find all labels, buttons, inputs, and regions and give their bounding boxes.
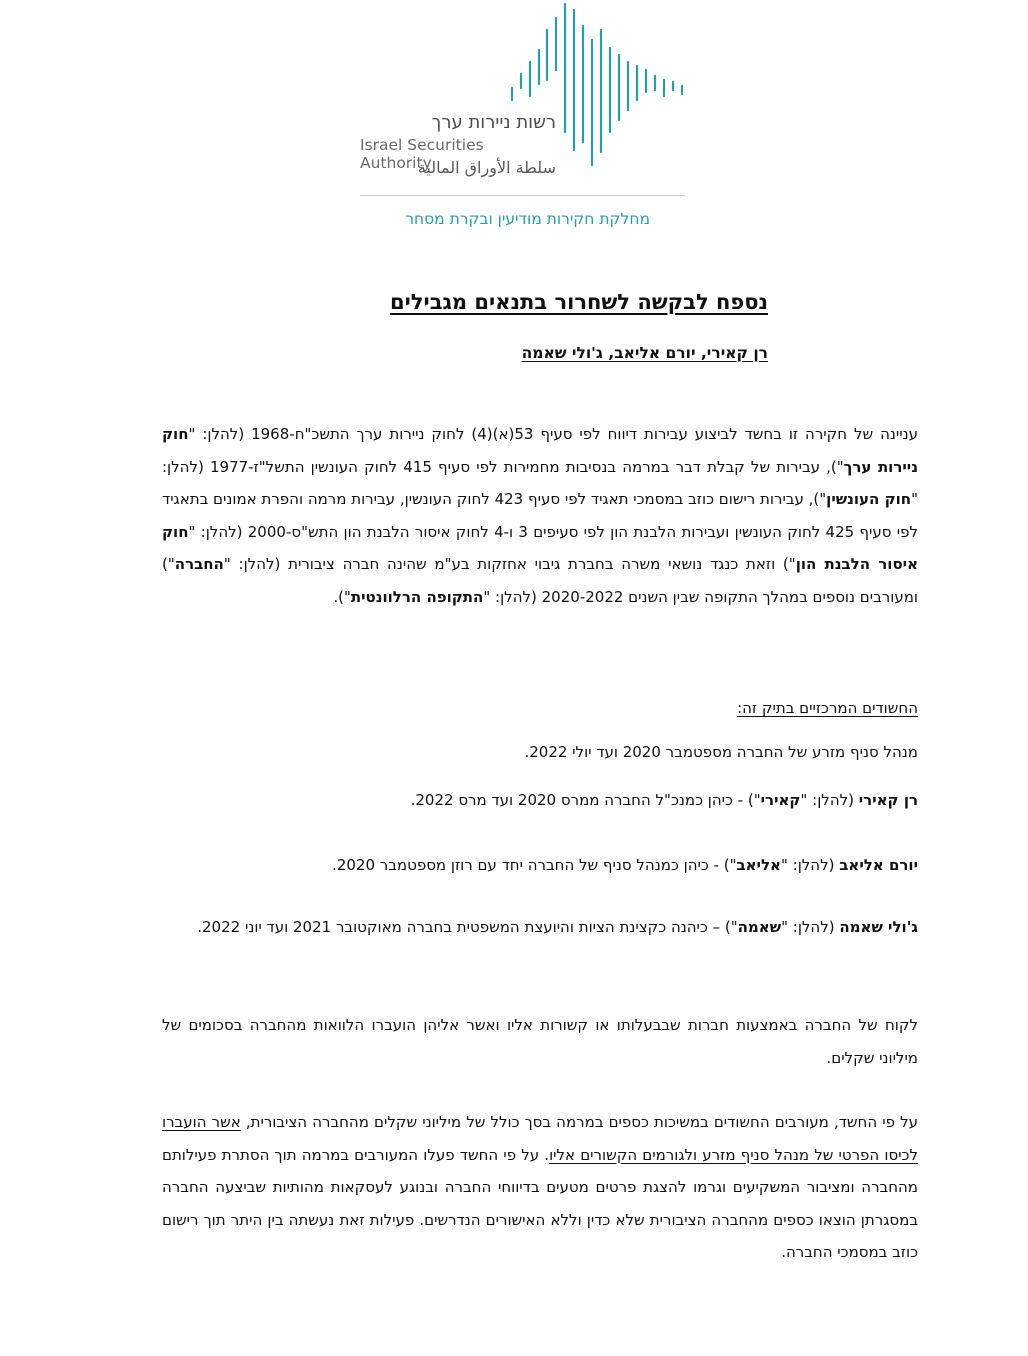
suspect-eliav: יורם אליאב (להלן: "אליאב") - כיהן כמנהל סניף של החברה יחד עם רוזן מספטמבר 2020.	[332, 856, 918, 874]
fraud-paragraph: על פי החשד, מעורבים החשודים במשיכות כספים במרמה בסך כולל של מיליוני שקלים מהחברה הציבורית, אשר הועברו לכיסו הפרטי של מנהל סניף מזרע ולגורמים הקשורים אליו. על פי החשד פעלו המעורבים במרמה תוך הסתרת פעילותם מהחברה ומציבור המשקיעים וגרמו להצגת פרטים מטעים בדיווחי החברה ובנוגע לעסקאות מהותיות שביצעה החברה במסגרתן הוצאו כספים מהחברה הציבורית שלא כדין וללא האישורים הנדרשים. פעילות זאת נעשתה בין היתר תוך רישום כוזב במסמכי החברה.	[162, 1113, 919, 1261]
department-name: מחלקת חקירות מודיעין ובקרת מסחר	[405, 210, 650, 228]
org-name-english: Israel Securities Authority	[360, 136, 484, 172]
document-subtitle: רן קאירי, יורם אליאב, ג'ולי שאמה	[521, 344, 768, 362]
suspect-shama: ג'ולי שאמה (להלן: "שאמה") – כיהנה כקצינת הציות והיועצת המשפטית בחברה מאוקטובר 2021 ועד יוני 2022.	[197, 918, 918, 936]
intro-paragraph: עניינה של חקירה זו בחשד לביצוע עבירות דיווח לפי סעיף 53(א)(4) לחוק ניירות ערך התשכ"ח-1968 (להלן: "חוק ניירות ערך"), עבירות של קבלת דבר במרמה בנסיבות מחמירות לפי סעיף 415 לחוק העונשין התשל"ז-1977 (להלן: "חוק העונשין"), עבירות רישום כוזב במסמכי תאגיד לפי סעיף 423 לחוק העונשין, עבירות מרמה והפרת אמונים בתאגיד לפי סעיף 425 לחוק העונשין ועבירות הלבנת הון לפי סעיפים 3 ו-4 לחוק איסור הלבנת הון התש"ס-2000 (להלן: "חוק איסור הלבנת הון") וזאת כנגד נושאי משרה בחברת גיבוי אחזקות בע"מ שהינה חברה ציבורית (להלן: "החברה") ומעורבים נוספים במהלך התקופה שבין השנים 2020-2022 (להלן: "התקופה הרלוונטית").	[162, 425, 918, 606]
suspect-kairi: רן קאירי (להלן: "קאירי") - כיהן כמנכ"ל החברה ממרס 2020 ועד מרס 2022.	[410, 791, 918, 809]
header-divider	[360, 195, 685, 196]
org-name-arabic: سلطة الأوراق المالية	[417, 158, 556, 177]
document-title: נספח לבקשה לשחרור בתנאים מגבילים	[390, 290, 768, 314]
branch-manager-paragraph: מנהל סניף מזרע של החברה מספטמבר 2020 ועד יולי 2022.	[524, 743, 918, 761]
org-name-hebrew: רשות ניירות ערך	[431, 112, 556, 133]
suspects-heading: החשודים המרכזיים בתיק זה:	[737, 699, 918, 717]
client-paragraph: לקוח של החברה באמצעות חברות שבבעלותו או קשורות אליו ואשר אליהן הועברו הלוואות מהחברה בסכומים של מיליוני שקלים.	[162, 1016, 918, 1067]
